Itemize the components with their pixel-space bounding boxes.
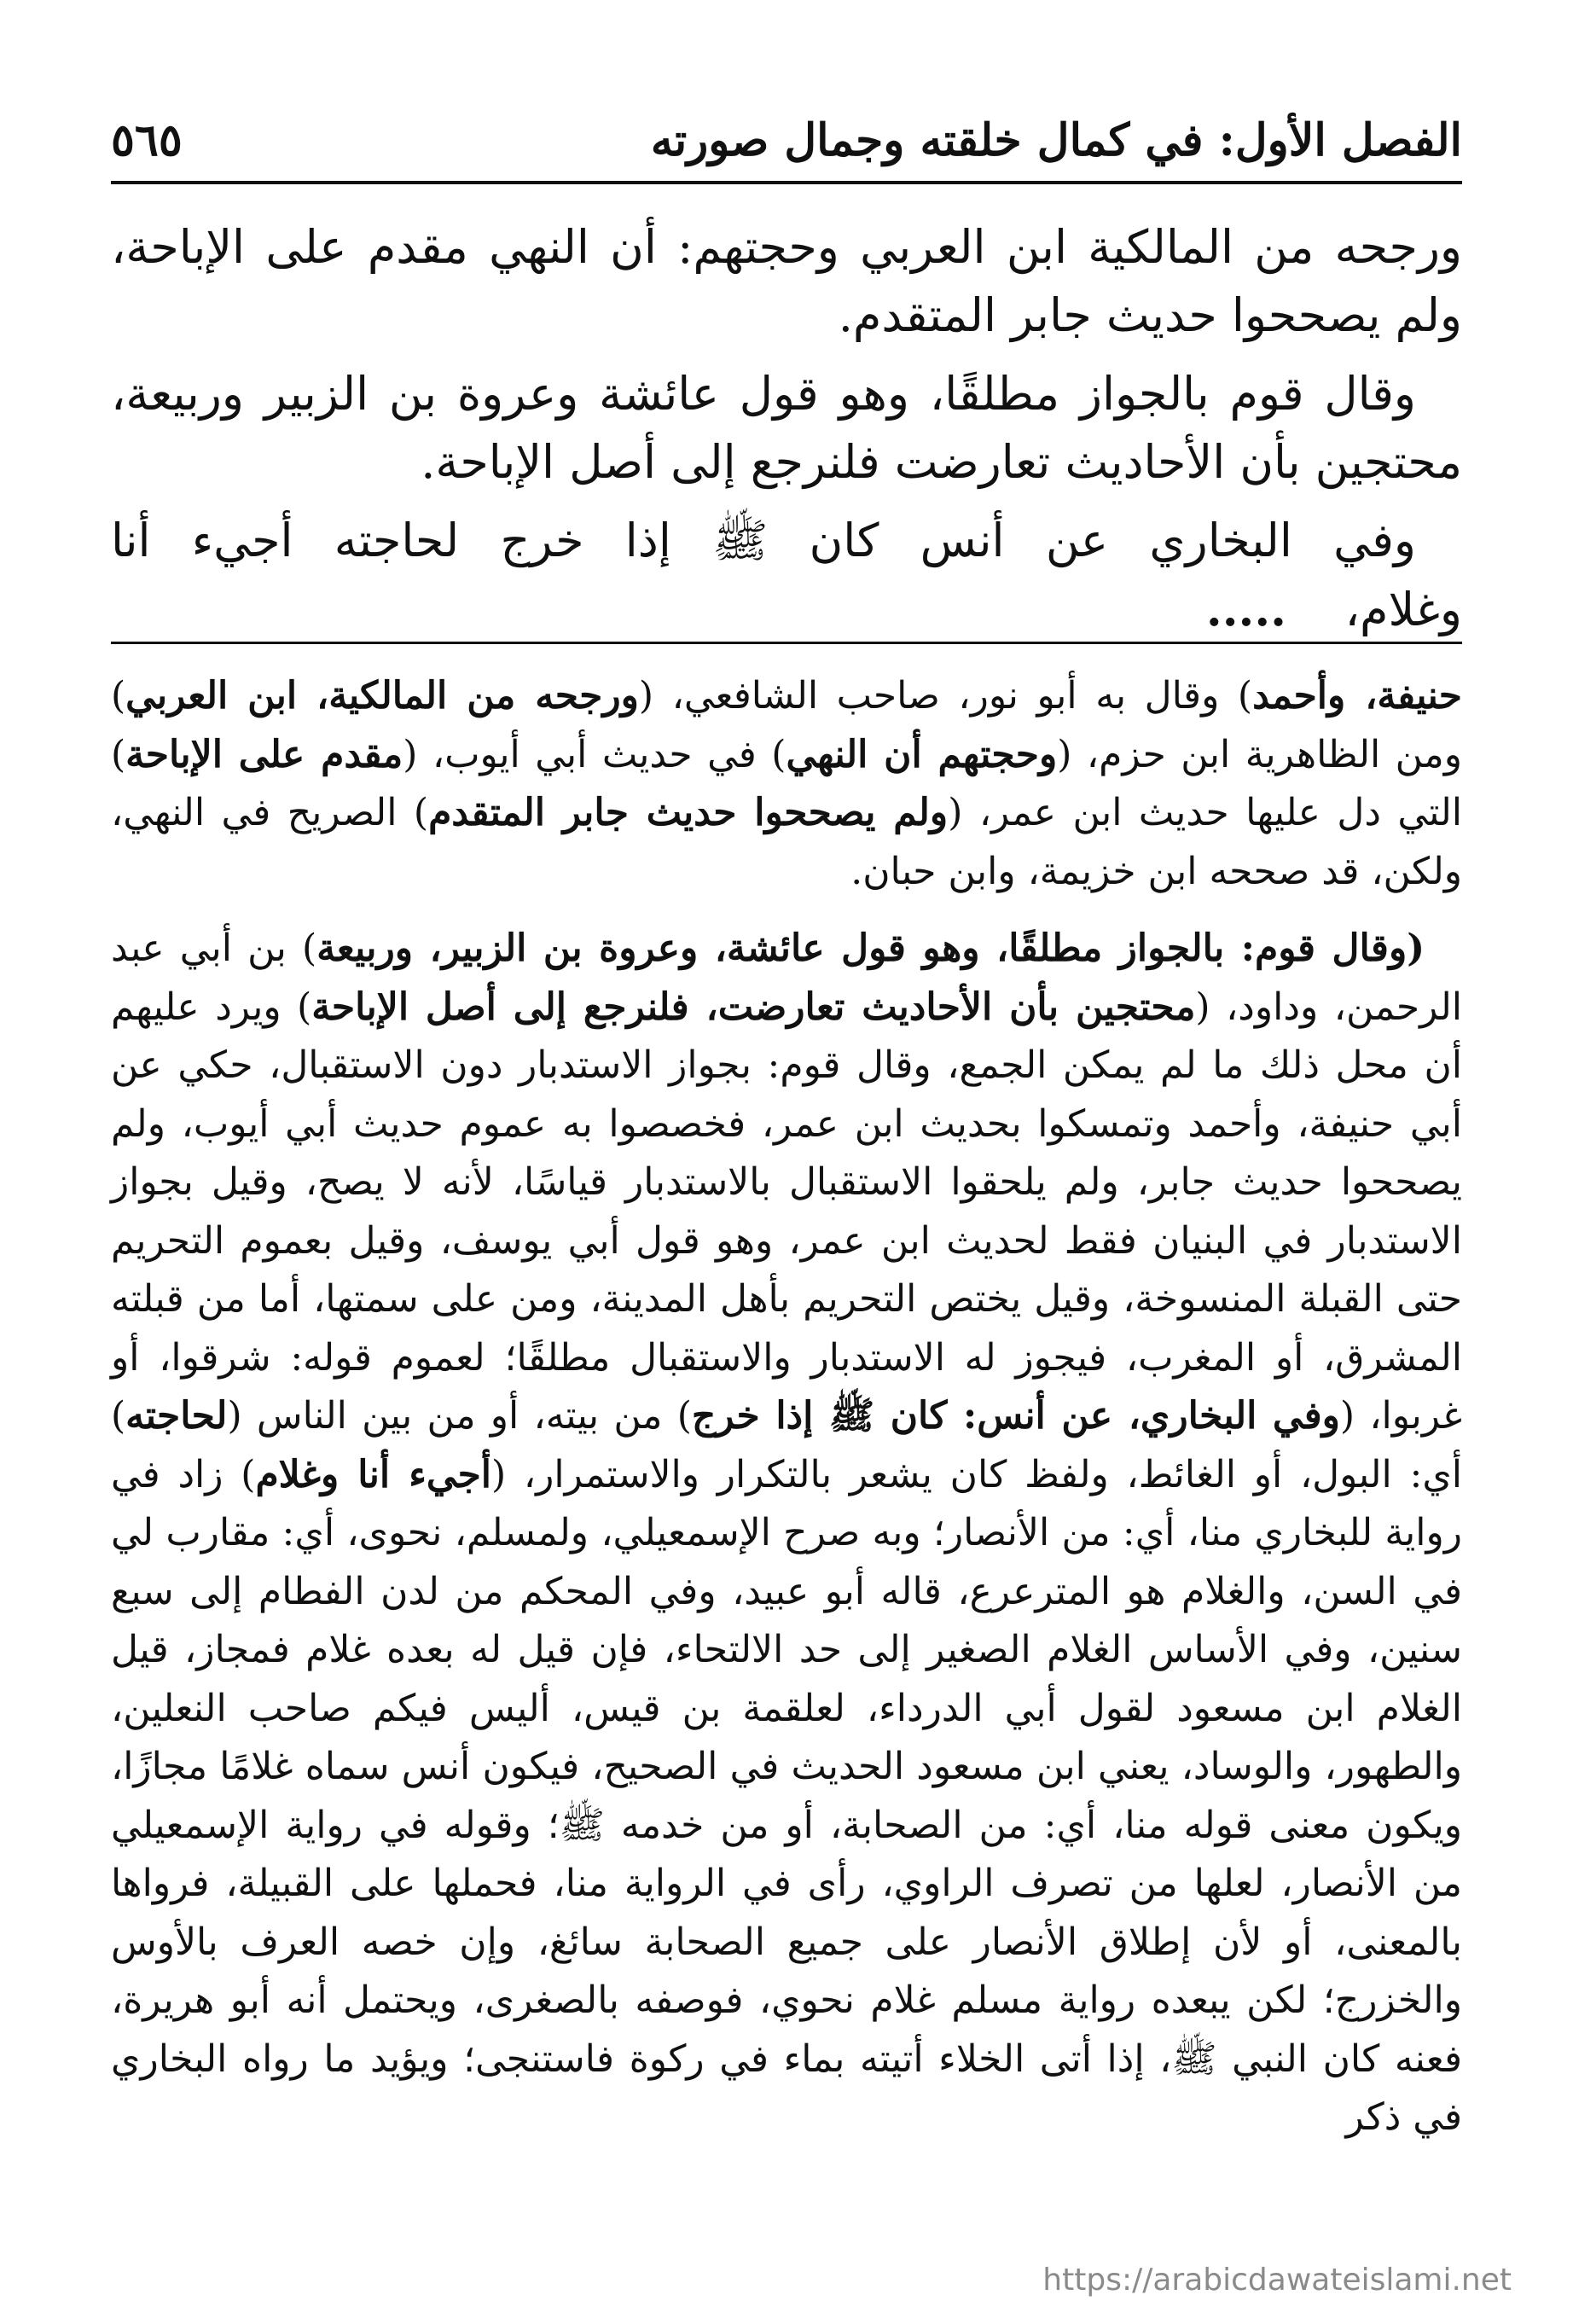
- page-number: ٥٦٥: [111, 114, 183, 166]
- quoted-matn-run: أجيء أنا وغلام: [255, 1452, 492, 1496]
- commentary-run: ) بن أبي عبد الرحمن، وداود، (: [111, 927, 1462, 1029]
- quoted-matn-run: (وقال قوم: بالجواز مطلقًا، وهو قول عائشة، وعروة بن الزبير، وربيعة: [316, 927, 1425, 970]
- main-paragraph: [111, 507, 1462, 644]
- quoted-matn-run: محتجين بأن الأحاديث تعارضت، فلنرجع إلى أصل الإباحة: [311, 985, 1196, 1029]
- quoted-matn-run: ولم يصححوا حديث جابر المتقدم: [428, 791, 949, 834]
- commentary-paragraph: [111, 920, 1462, 2147]
- commentary-run: ) التي دل عليها حديث ابن عمر، (: [111, 732, 1462, 834]
- commentary-run: ) ومن الظاهرية ابن حزم، (: [111, 674, 1462, 776]
- watermark-url: https://arabicdawateislami.net: [1042, 2263, 1512, 2298]
- page-header: [111, 102, 1462, 179]
- commentary-run: ) في حديث أبي أيوب، (: [403, 732, 786, 776]
- main-paragraph: ورجحه من المالكية ابن العربي وحجتهم: أن النهي مقدم على الإباحة، ولم يصححوا حديث جابر المتقدم.: [111, 220, 1462, 342]
- quoted-matn-run: حنيفة، وأحمد: [1252, 674, 1463, 718]
- quoted-matn-run: وحجتهم أن النهي: [786, 732, 1058, 776]
- commentary-divider: [111, 642, 1462, 644]
- main-text: [111, 213, 1462, 654]
- commentary-text: [111, 667, 1462, 2166]
- main-sentence: وفي البخاري عن أنس كان ﷺ إذا خرج لحاجته أجيء أنا وغلام،: [111, 514, 1462, 636]
- commentary-run: ) ويرد عليهم أن محل ذلك ما لم يمكن الجمع، وقال قوم: بجواز الاستدبار دون الاستقبال، حكي عن أبي حنيفة، وأحمد وتمسكوا بحديث ابن عمر، فخصصوا به عموم حديث أبي أيوب، ولم يصححوا حديث جابر، ولم يلحقوا الاستقبال بالاستدبار قياسًا، لأنه لا يصح، وقيل بجواز الاستدبار في البنيان فقط لحديث ابن عمر، وهو قول أبي يوسف، وقيل بعموم التحريم حتى القبلة المنسوخة، وقيل يختص التحريم بأهل المدينة، ومن على سمتها، أما من قبلته المشرق، أو المغرب، فيجوز له الاستدبار والاستقبال مطلقًا؛ لعموم قوله: شرقوا، أو غربوا، (: [111, 985, 1463, 1438]
- header-rule: [111, 181, 1462, 184]
- commentary-paragraph: [111, 667, 1462, 901]
- chapter-title: الفصل الأول: في كمال خلقته وجمال صورته: [650, 114, 1462, 166]
- quoted-matn-run: وفي البخاري، عن أنس: كان ﷺ إذا خرج: [691, 1394, 1340, 1438]
- commentary-run: ) أي: البول، أو الغائط، ولفظ كان يشعر بالتكرار والاستمرار، (: [111, 1394, 1462, 1496]
- main-paragraph: وقال قوم بالجواز مطلقًا، وهو قول عائشة وعروة بن الزبير وربيعة، محتجين بأن الأحاديث تعارضت فلنرجع إلى أصل الإباحة.: [111, 367, 1462, 489]
- quoted-matn-run: ورجحه من المالكية، ابن العربي: [125, 674, 639, 718]
- quoted-matn-run: لحاجته: [125, 1394, 228, 1438]
- quoted-matn-run: مقدم على الإباحة: [125, 732, 403, 776]
- continuation-dots: .....: [1205, 582, 1286, 636]
- commentary-run: ) وقال به أبو نور، صاحب الشافعي، (: [638, 674, 1253, 718]
- commentary-run: ) من بيته، أو من بين الناس (: [227, 1394, 692, 1438]
- commentary-run: ) زاد في رواية للبخاري منا، أي: من الأنصار؛ وبه صرح الإسمعيلي، ولمسلم، نحوى، أي: مقارب لي في السن، والغلام هو المترعرع، قاله أبو عبيد، وفي المحكم من لدن الفطام إلى سبع سنين، وفي الأساس الغلام الصغير إلى حد الالتحاء، فإن قيل له بعده غلام فمجاز، قيل الغلام ابن مسعود لقول أبي الدرداء، لعلقمة بن قيس، أليس فيكم صاحب النعلين، والطهور، والوساد، يعني ابن مسعود الحديث في الصحيح، فيكون أنس سماه غلامًا مجازًا، ويكون معنى قوله منا، أي: من الصحابة، أو من خدمه ﷺ؛ وقوله في رواية الإسمعيلي من الأنصار، لعلها من تصرف الراوي، رأى في الرواية منا، فحملها على القبيلة، فرواها بالمعنى، أو لأن إطلاق الأنصار على جميع الصحابة سائغ، وإن خصه العرف بالأوس والخزرج؛ لكن يبعده رواية مسلم غلام نحوي، فوصفه بالصغرى، ويحتمل أنه أبو هريرة، فعنه كان النبي ﷺ، إذا أتى الخلاء أتيته بماء في ركوة فاستنجى؛ ويؤيد ما رواه البخاري في ذكر: [111, 1452, 1463, 2139]
- commentary-run: ) الصريح في النهي، ولكن، قد صححه ابن خزيمة، وابن حبان.: [111, 791, 1462, 893]
